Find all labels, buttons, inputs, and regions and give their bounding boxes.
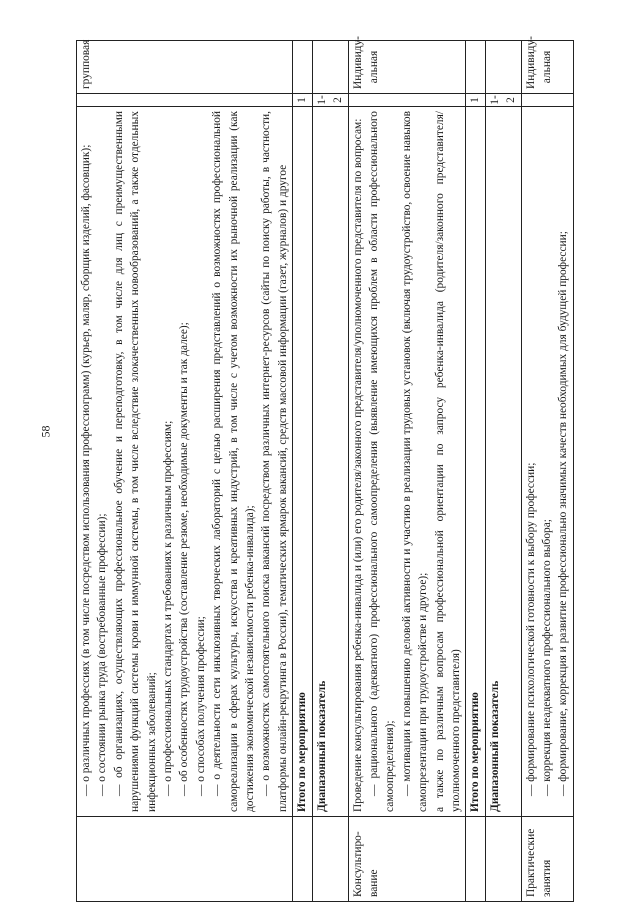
count-cell — [348, 94, 466, 107]
count-cell: 1-2 — [312, 94, 348, 107]
program-table — [76, 36, 574, 902]
description-paragraph: — о деятельности сети инклюзивных творческих лабораторий с целью расширения представлений о возможностях профессиональной самореализации в сферах культуры, искусства и креативных индустрий, в том числе с учетом возможности их рыночной реализации (как достижения экономической независимости ребенка-инвалида); — [211, 111, 257, 812]
description-paragraph: — о профессиональных стандартах и требованиях к различным профессиям; — [162, 420, 175, 796]
count-cell: 1-2 — [485, 94, 521, 107]
count-cell: 1 — [293, 94, 312, 107]
count-cell — [77, 94, 293, 107]
description-paragraph: — о различных профессиях (в том числе посредством использования профессиограмм) (курьер, маляр, сборщик изделий, фасовщик); — [80, 144, 92, 796]
total-row — [293, 41, 312, 902]
count-cell: 1 — [466, 94, 485, 107]
description-cell: Диапазонный показатель — [312, 107, 348, 817]
format-cell — [466, 41, 485, 94]
rotated-table-wrapper — [76, 36, 570, 902]
description-cell: Итого по мероприятию — [466, 107, 485, 817]
activity-name-cell — [312, 817, 348, 902]
activity-name-cell — [466, 817, 485, 902]
format-cell — [485, 41, 521, 94]
activity-row — [521, 41, 573, 902]
description-cell: Диапазонный показатель — [485, 107, 521, 817]
activity-name-cell — [293, 817, 312, 902]
description-paragraph: — об особенностях трудоустройства (составление резюме, необходимые документы и так далее); — [178, 322, 191, 796]
description-cell: Итого по мероприятию — [293, 107, 312, 817]
description-paragraph: — формирование психологической готовности к выбору профессии; — [524, 462, 537, 796]
description-paragraph: — коррекция неадекватного профессионального выбора; — [540, 519, 553, 796]
description-paragraph: — о состоянии рынка труда (востребованные профессии); — [96, 513, 109, 796]
activity-row — [348, 41, 466, 902]
format-cell: Индивиду-альная — [348, 41, 466, 94]
description-paragraph: — об организациях, осуществляющих профессиональное обучение и переподготовку, в том числе для лиц с преимущественными нарушениями функций системы крови и иммунной системы, в том числе вследствие злокачественных новообразований, а также отдельных инфекционных заболеваний; — [112, 111, 158, 812]
description-paragraph: а также по различным вопросам профессиональной ориентации по запросу ребенка-инвалида (родителя/законного представителя/уполномоченного представителя) — [433, 111, 462, 812]
description-paragraph: — мотивации к повышению деловой активности и участию в реализации трудовых установок (включая трудоустройство, освоение навыков самопрезентации при трудоустройстве и другое); — [400, 111, 430, 812]
description-paragraph: Проведение консультирования ребенка-инвалида и (или) его родителя/законного представителя/уполномоченного представителя по вопросам: — [351, 118, 364, 812]
activity-name-cell — [77, 817, 293, 902]
format-cell — [312, 41, 348, 94]
total-row — [312, 41, 348, 902]
total-row — [485, 41, 521, 902]
count-cell — [521, 94, 573, 107]
description-paragraph: — о способах получения профессии; — [194, 616, 207, 796]
description-paragraph: — рационального (адекватного) профессионального самоопределения (выявление имеющихся проблем в области профессионального самоопределения); — [367, 111, 397, 812]
total-row — [466, 41, 485, 902]
format-cell: Индивиду-альная — [521, 41, 573, 94]
activity-name-cell: Консультиро-вание — [348, 817, 466, 902]
description-cell — [77, 107, 293, 817]
description-cell — [521, 107, 573, 817]
description-cell — [348, 107, 466, 817]
activity-row — [77, 41, 293, 902]
activity-name-cell — [485, 817, 521, 902]
activity-name-cell: Практические занятия — [521, 817, 573, 902]
page-number: 58 — [38, 425, 53, 438]
format-cell: групповая — [77, 41, 293, 94]
description-paragraph: — формирование, коррекция и развитие профессионально значимых качеств необходимых для будущей профессии; — [557, 231, 570, 796]
format-cell — [293, 41, 312, 94]
description-paragraph: — о возможностях самостоятельного поиска вакансий посредством различных интернет-ресурсов (сайты по поиску работы, в частности, платформы онлайн-рекрутинга в России), тематических ярмарок вакансий, средств массовой информации (газет, журналов) и другое — [260, 111, 289, 812]
